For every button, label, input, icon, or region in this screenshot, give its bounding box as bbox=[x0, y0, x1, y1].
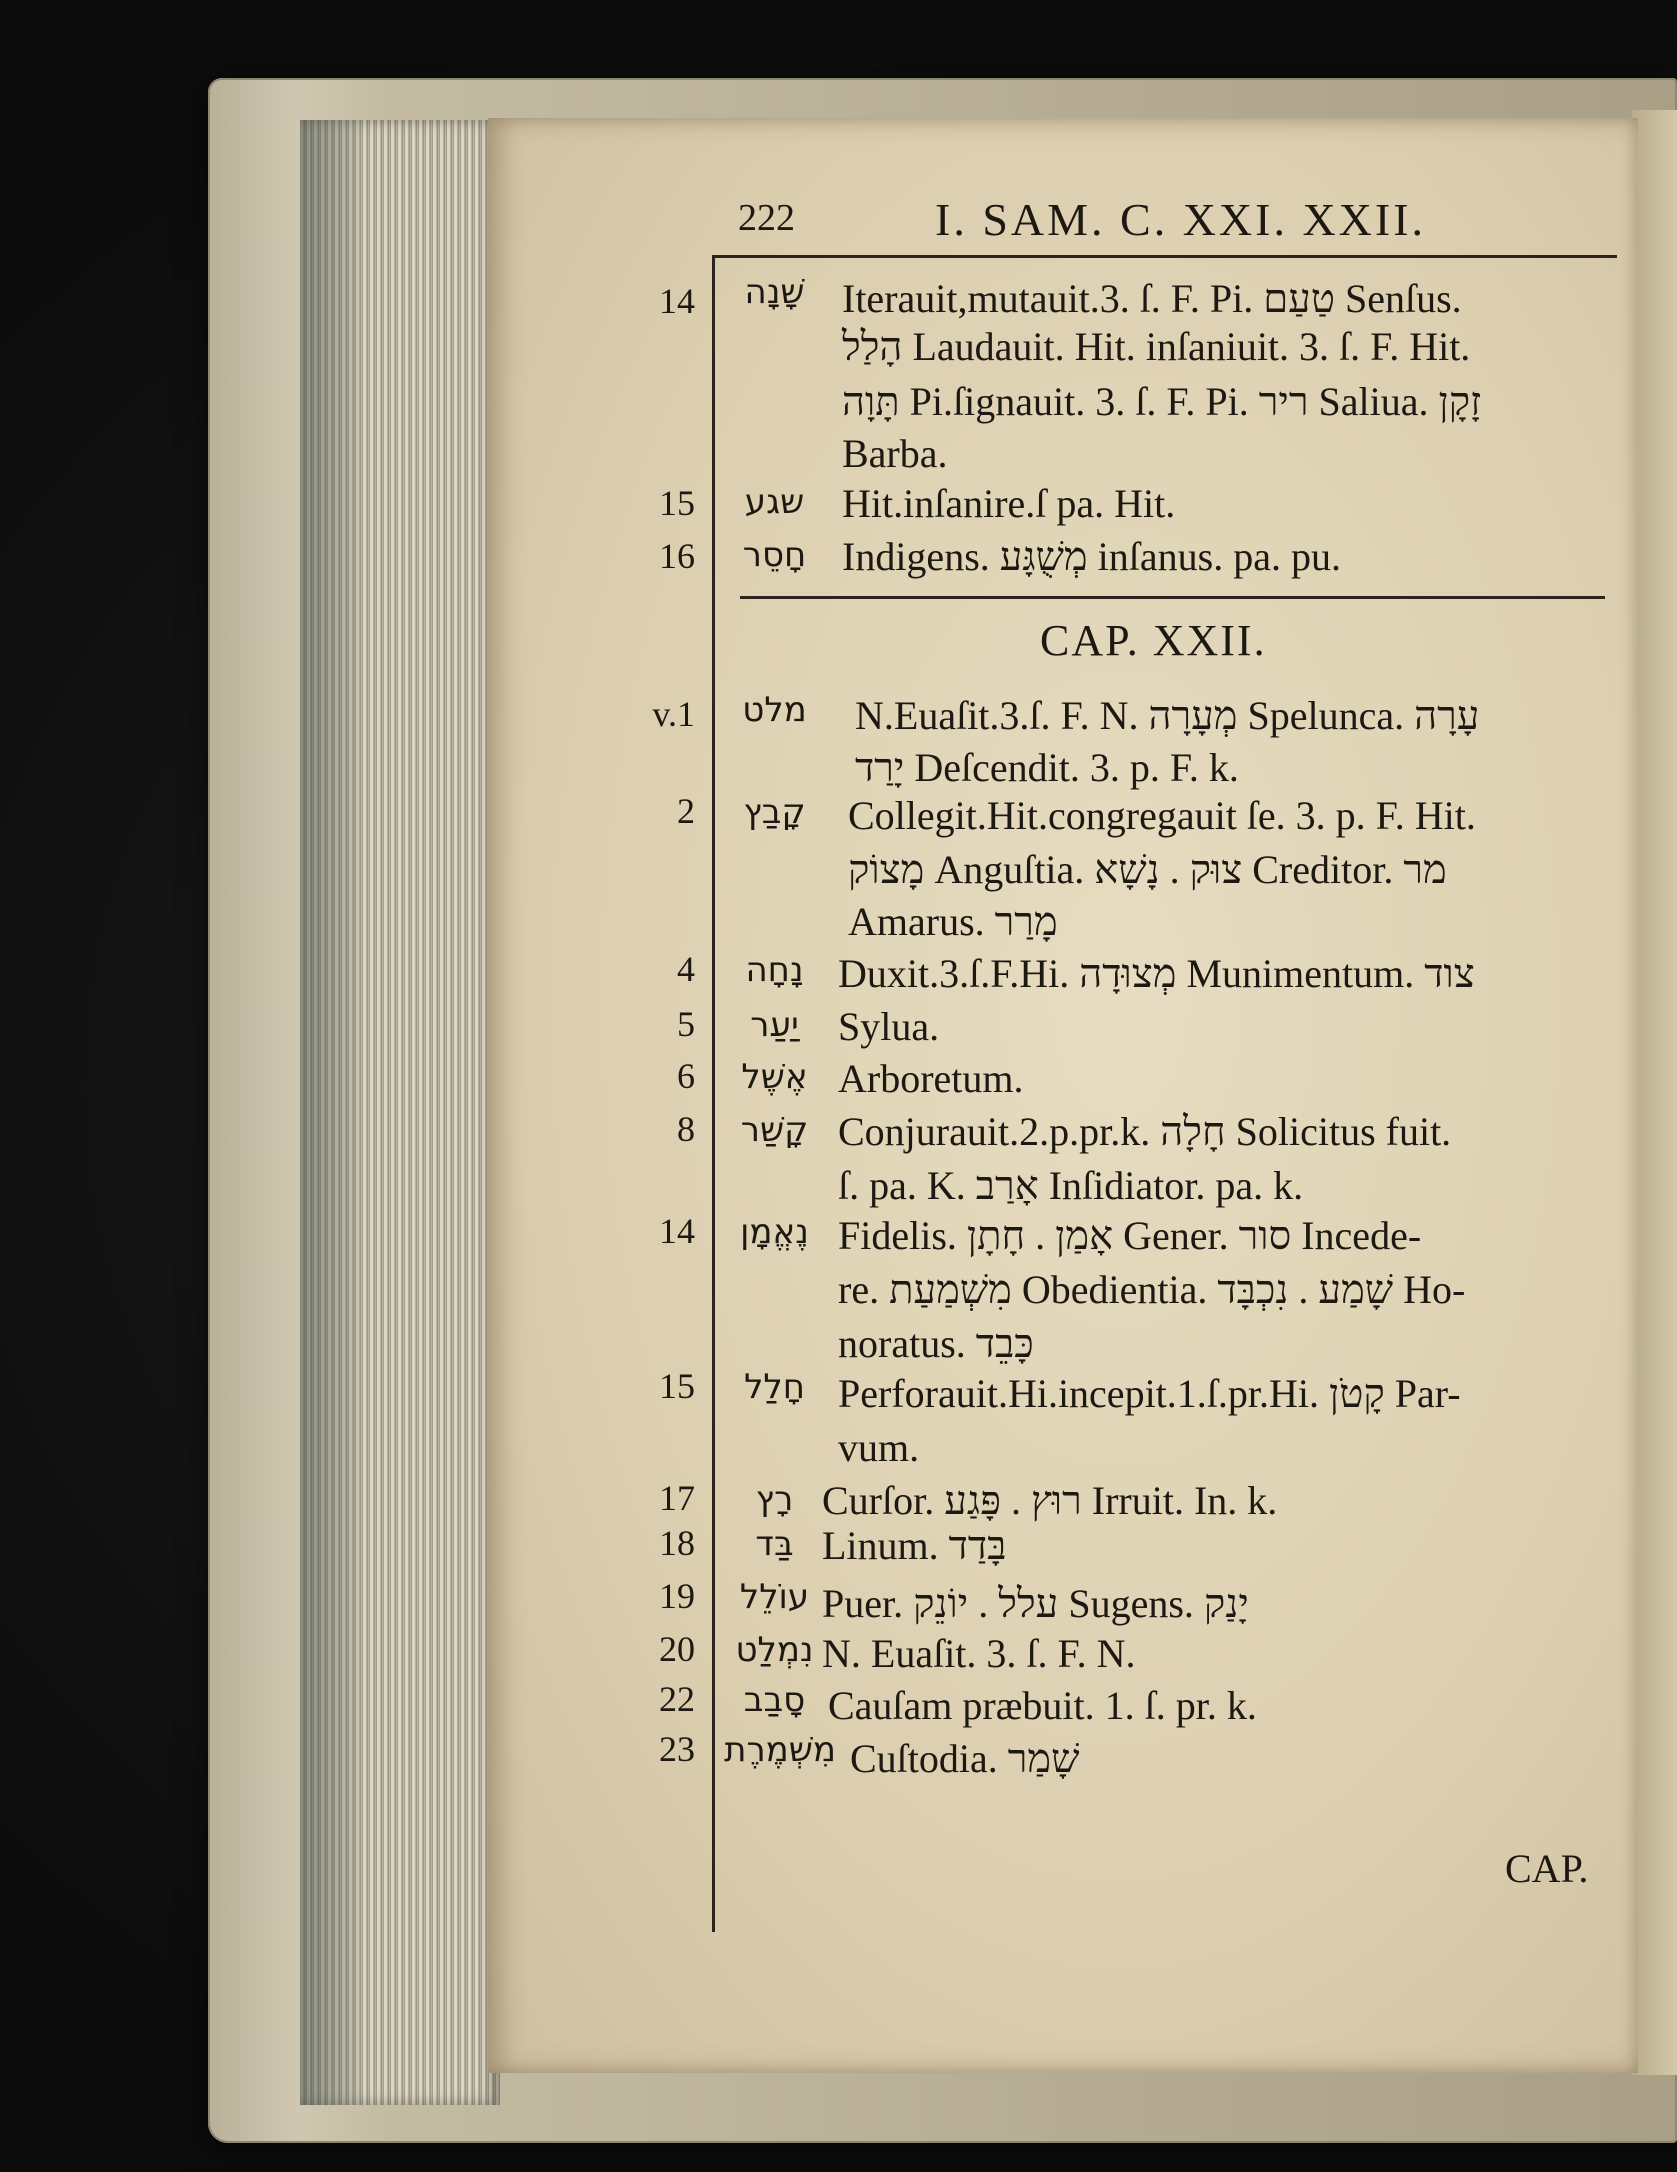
verse-number: 20 bbox=[659, 1629, 695, 1669]
page-edges bbox=[300, 120, 500, 2105]
hebrew-headword: חָסֵר bbox=[742, 535, 807, 575]
gloss-line: Barba. bbox=[842, 431, 948, 476]
verse-number: 15 bbox=[659, 483, 695, 523]
hebrew-headword: חָלַל bbox=[744, 1367, 805, 1407]
gloss-line: Perforauit.Hi.incepit.1.ſ.pr.Hi. קָטֹן Par- bbox=[838, 1371, 1461, 1416]
hebrew-headword: שגע bbox=[744, 482, 805, 522]
gloss-line: Amarus. מָרַר bbox=[848, 899, 1058, 944]
catchword: CAP. bbox=[1505, 1846, 1589, 1891]
hebrew-headword: אֶשֶׁל bbox=[741, 1057, 808, 1097]
gloss-line: N. Euaſit. 3. ſ. F. N. bbox=[822, 1631, 1136, 1676]
hebrew-headword: קָבַץ bbox=[743, 792, 806, 832]
header-rule bbox=[712, 255, 1617, 258]
gloss-line: Fidelis. אָמַן . חָתָן Gener. סור Incede- bbox=[838, 1213, 1422, 1258]
gloss-line: תָּוָה Pi.ſignauit. 3. ſ. F. Pi. ריר Saliua. זָקָן bbox=[842, 379, 1482, 424]
gloss-line: Arboretum. bbox=[838, 1056, 1024, 1101]
gloss-line: Curſor. רוּץ . פָּגַע Irruit. In. k. bbox=[822, 1478, 1278, 1523]
hebrew-headword: נִמְלַט bbox=[735, 1630, 814, 1670]
gloss-line: Indigens. מְשֻׁגָּע inſanus. pa. pu. bbox=[842, 534, 1341, 579]
chapter-rule bbox=[740, 596, 1605, 599]
gloss-line: ſ. pa. K. אָרַב Inſidiator. pa. k. bbox=[838, 1163, 1304, 1208]
gloss-line: Puer. עלל . יוֹנֵק Sugens. יָנַק bbox=[822, 1581, 1249, 1626]
verse-number: 16 bbox=[659, 536, 695, 576]
page-number: 222 bbox=[738, 197, 795, 239]
gloss-line: Sylua. bbox=[838, 1004, 940, 1049]
gloss-line: Duxit.3.ſ.F.Hi. מְצוּדָה Munimentum. צוד bbox=[838, 951, 1475, 996]
gloss-line: N.Euaſit.3.ſ. F. N. מְעָרָה Spelunca. עָרָה bbox=[855, 693, 1480, 738]
verse-number: 23 bbox=[659, 1729, 695, 1769]
hebrew-headword: עוֹלֵל bbox=[739, 1577, 810, 1617]
hebrew-headword: רָץ bbox=[755, 1479, 794, 1519]
gloss-line: Hit.inſanire.ſ pa. Hit. bbox=[842, 481, 1176, 526]
verse-number: 5 bbox=[677, 1004, 695, 1044]
chapter-heading: CAP. XXII. bbox=[1040, 616, 1267, 665]
hebrew-headword: מלט bbox=[742, 690, 807, 730]
verse-number: 15 bbox=[659, 1366, 695, 1406]
gloss-line: vum. bbox=[838, 1425, 920, 1470]
gloss-line: Iterauit,mutauit.3. ſ. F. Pi. טַעַם Senſus. bbox=[842, 276, 1462, 321]
verse-number: 8 bbox=[677, 1109, 695, 1149]
running-title: I. SAM. C. XXI. XXII. bbox=[935, 194, 1427, 245]
hebrew-headword: סָבַב bbox=[743, 1680, 806, 1720]
gloss-line: re. מִשְׁמַעַת Obedientia. שָׁמַע . נִכְבָּד Ho- bbox=[838, 1267, 1466, 1312]
hebrew-headword: נֶאֱמָן bbox=[740, 1212, 809, 1252]
verse-number: 4 bbox=[677, 949, 695, 989]
verse-number: 14 bbox=[659, 1211, 695, 1251]
verse-number: 22 bbox=[659, 1679, 695, 1719]
gloss-line: יָרַד Deſcendit. 3. p. F. k. bbox=[855, 745, 1239, 790]
hebrew-headword: שָׁנָה bbox=[744, 272, 805, 312]
hebrew-headword: מִשְׁמֶרֶת bbox=[724, 1730, 836, 1770]
verse-number: 14 bbox=[659, 281, 695, 321]
verse-number: 2 bbox=[677, 791, 695, 831]
verse-number: 6 bbox=[677, 1056, 695, 1096]
gloss-line: Cuſtodia. שָׁמַר bbox=[850, 1736, 1080, 1781]
gloss-line: Collegit.Hit.congregauit ſe. 3. p. F. Hit. bbox=[848, 793, 1476, 838]
gloss-line: Conjurauit.2.p.pr.k. חָלָה Solicitus fuit. bbox=[838, 1109, 1452, 1154]
gloss-line: הָלַל Laudauit. Hit. inſaniuit. 3. ſ. F. Hit. bbox=[842, 324, 1471, 369]
gloss-line: מָצוֹק Anguſtia. צוּק . נָשָׁא Creditor. מר bbox=[848, 847, 1447, 892]
verse-number: 19 bbox=[659, 1576, 695, 1616]
hebrew-headword: יַעַר bbox=[750, 1005, 799, 1045]
verse-number: 17 bbox=[659, 1478, 695, 1518]
hebrew-headword: בַּד bbox=[755, 1524, 794, 1564]
gloss-line: Linum. בָּדַד bbox=[822, 1523, 1007, 1568]
gloss-line: Cauſam præbuit. 1. ſ. pr. k. bbox=[828, 1683, 1257, 1728]
hebrew-headword: נָחָה bbox=[745, 950, 804, 990]
hebrew-headword: קָשַׁר bbox=[740, 1110, 809, 1150]
verse-number: v.1 bbox=[652, 694, 695, 734]
verse-number: 18 bbox=[659, 1523, 695, 1563]
gloss-line: noratus. כָּבֵד bbox=[838, 1321, 1034, 1366]
facing-page-edge bbox=[1632, 110, 1677, 2075]
